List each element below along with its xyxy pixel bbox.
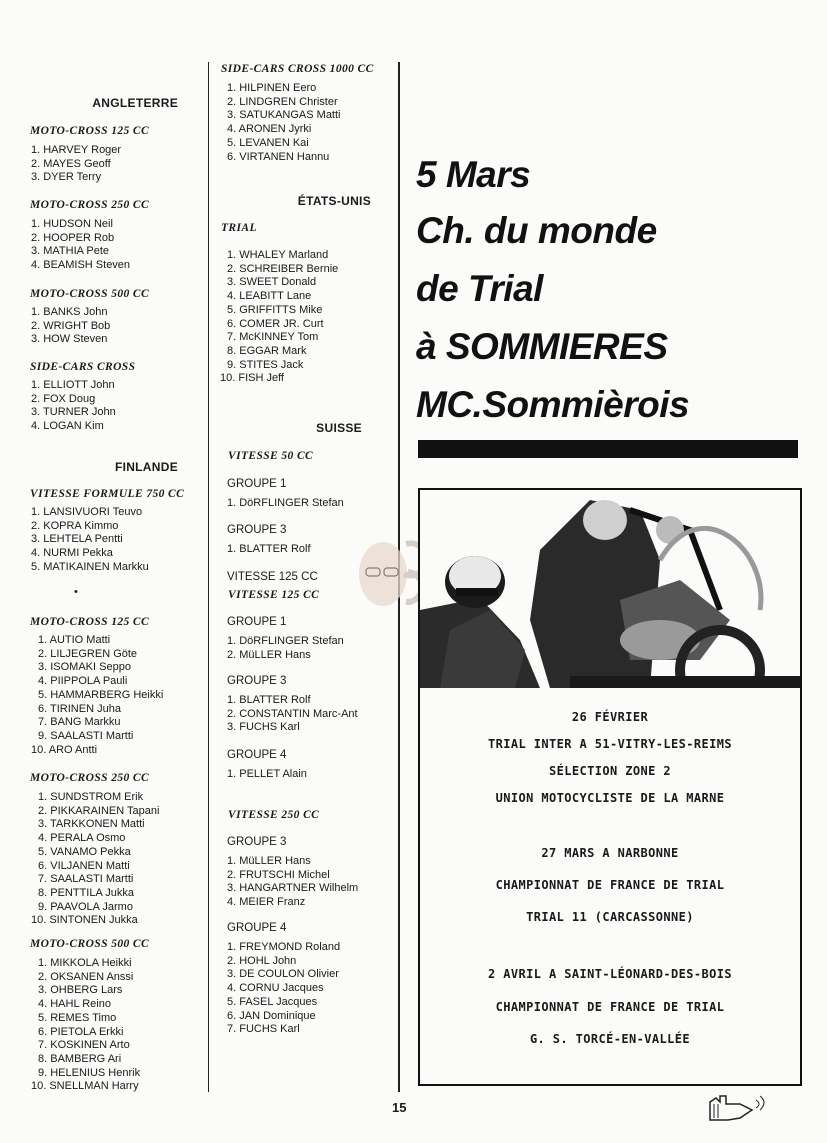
list-item: 2. FRUTSCHI Michel [227, 868, 330, 881]
group-title: GROUPE 3 [227, 524, 287, 536]
divider-bar [418, 440, 798, 458]
results-list [227, 855, 358, 910]
list-item: 3. MATHIA Pete [31, 245, 110, 258]
list-item: 3. OHBERG Lars [38, 984, 123, 997]
cat-title: VITESSE FORMULE 750 CC [30, 488, 185, 500]
group-title: GROUPE 4 [227, 749, 287, 761]
list-item: 2. WRIGHT Bob [31, 319, 111, 332]
list-item: 4. LEABITT Lane [227, 290, 312, 303]
event-name: CHAMPIONNAT DE FRANCE DE TRIAL [495, 878, 725, 892]
list-item: 3. TURNER John [31, 406, 116, 419]
list-item: 1. ELLIOTT John [31, 379, 115, 391]
list-item: 2. OKSANEN Anssi [38, 970, 134, 983]
list-item: 10. ARO Antti [31, 743, 98, 756]
list-item: 3. SWEET Donald [227, 276, 317, 289]
list-item: 7. McKINNEY Tom [227, 331, 319, 344]
list-item: 2. HOHL John [227, 954, 297, 967]
event-date: 2 AVRIL A SAINT-LÉONARD-DES-BOIS [488, 967, 732, 981]
list-item: 3. HOW Steven [31, 333, 108, 346]
list-item: 4. CORNU Jacques [227, 982, 324, 995]
results-list [227, 543, 311, 557]
results-list [227, 82, 341, 164]
list-item: 7. FUCHS Karl [227, 1023, 300, 1036]
list-item: 6. PIETOLA Erkki [38, 1025, 124, 1038]
results-list [31, 306, 110, 347]
list-item: 9. PAAVOLA Jarmo [38, 900, 133, 913]
cat-title: VITESSE 125 CC [228, 589, 320, 601]
list-item: 6. TIRINEN Juha [38, 702, 121, 715]
list-item: 3. FUCHS Karl [227, 721, 300, 734]
group-title: GROUPE 1 [227, 616, 287, 628]
list-item: 10. SINTONEN Jukka [31, 914, 138, 927]
list-item: 9. HELENIUS Henrik [38, 1066, 141, 1079]
headline-line: de Trial [416, 268, 543, 309]
list-item: 2. KOPRA Kimmo [31, 519, 119, 532]
results-list [31, 791, 159, 928]
list-item: 5. VANAMO Pekka [38, 845, 131, 858]
column-divider [208, 62, 209, 1092]
list-item: 1. FREYMOND Roland [227, 941, 341, 953]
cat-title: SIDE-CARS CROSS 1000 CC [221, 63, 374, 75]
list-item: 2. CONSTANTIN Marc-Ant [227, 707, 358, 720]
list-item: 1. HUDSON Neil [31, 218, 113, 230]
cat-title: MOTO-CROSS 125 CC [30, 125, 150, 137]
results-list [220, 249, 338, 386]
list-item: 4. BEAMISH Steven [31, 259, 131, 272]
list-item: 1. BANKS John [31, 306, 108, 318]
list-item: 6. VILJANEN Matti [38, 859, 130, 872]
headline-line: MC.Sommièrois [416, 384, 690, 425]
results-list [227, 768, 307, 782]
cat-title: MOTO-CROSS 250 CC [30, 199, 150, 211]
list-item: 5. REMES Timo [38, 1011, 117, 1024]
list-item: 7. KOSKINEN Arto [38, 1039, 130, 1052]
event-date: 27 MARS A NARBONNE [541, 846, 679, 860]
list-item: 1. LANSIVUORI Teuvo [31, 506, 143, 518]
list-item: 1. MIKKOLA Heikki [38, 957, 132, 969]
results-list [31, 634, 163, 757]
event-organizer: UNION MOTOCYCLISTE DE LA MARNE [495, 791, 725, 805]
event-name: TRIAL INTER A 51-VITRY-LES-REIMS [488, 737, 732, 751]
group-title: GROUPE 4 [227, 922, 287, 934]
results-list [227, 941, 340, 1037]
list-item: 1. HILPINEN Eero [227, 82, 317, 94]
list-item: 4. NURMI Pekka [31, 547, 113, 560]
list-item: 1. SUNDSTROM Erik [38, 791, 144, 803]
cat-title: MOTO-CROSS 500 CC [30, 288, 150, 300]
cat-title: VITESSE 250 CC [228, 809, 320, 821]
list-item: 9. SAALASTI Martti [38, 729, 134, 742]
list-item: 3. SATUKANGAS Matti [227, 109, 341, 122]
list-item: 4. ARONEN Jyrki [227, 123, 312, 136]
hand-pointer-icon [700, 1090, 770, 1130]
list-item: 7. SAALASTI Martti [38, 873, 134, 886]
group-title: GROUPE 3 [227, 675, 287, 687]
results-list [227, 497, 344, 511]
event-organizer: G. S. TORCÉ-EN-VALLÉE [529, 1032, 691, 1046]
event-date: 26 FÉVRIER [571, 710, 649, 724]
list-item: 4. PERALA Osmo [38, 832, 126, 845]
list-item: 3. HANGARTNER Wilhelm [227, 882, 359, 895]
cat-title: TRIAL [221, 222, 257, 234]
list-item: 6. JAN Dominique [227, 1009, 316, 1022]
headline-line: à SOMMIERES [416, 326, 668, 367]
list-item: 5. FASEL Jacques [227, 995, 318, 1008]
results-list [227, 635, 344, 662]
list-item: 1. MüLLER Hans [227, 855, 311, 867]
list-item: 3. LEHTELA Pentti [31, 533, 123, 546]
list-item: 4. MEIER Franz [227, 896, 306, 909]
list-item: 8. BAMBERG Ari [38, 1052, 122, 1065]
list-item: 3. TARKKONEN Matti [38, 818, 145, 831]
list-item: 5. LEVANEN Kai [227, 136, 309, 149]
list-item: 4. LOGAN Kim [31, 420, 104, 433]
cat-title: MOTO-CROSS 125 CC [30, 616, 150, 628]
list-item: 7. BANG Markku [38, 716, 121, 729]
headline-line: 5 Mars [416, 154, 531, 195]
list-item: 3. DYER Terry [31, 171, 102, 184]
cat-title: MOTO-CROSS 250 CC [30, 772, 150, 784]
list-item: 8. EGGAR Mark [227, 344, 307, 357]
list-item: 10. SNELLMAN Harry [31, 1080, 139, 1093]
list-item: 5. MATIKAINEN Markku [31, 560, 149, 573]
cat-title: MOTO-CROSS 500 CC [30, 938, 150, 950]
list-item: 1. DöRFLINGER Stefan [227, 497, 344, 509]
event-selection: SÉLECTION ZONE 2 [549, 764, 671, 778]
results-list [227, 694, 358, 735]
list-item: 1. AUTIO Matti [38, 634, 111, 646]
results-list [31, 379, 116, 434]
list-item: 2. LILJEGREN Göte [38, 647, 138, 660]
list-item: 1. DöRFLINGER Stefan [227, 635, 344, 647]
headline-line: Ch. du monde [416, 210, 657, 251]
list-item: 8. PENTTILA Jukka [38, 886, 134, 899]
country-angleterre: ANGLETERRE [92, 96, 178, 110]
country-suisse: SUISSE [316, 421, 362, 435]
list-item: 3. DE COULON Olivier [227, 968, 339, 981]
list-item: 9. STITES Jack [227, 358, 304, 371]
list-item: 1. BLATTER Rolf [227, 543, 311, 555]
group-title: GROUPE 1 [227, 478, 287, 490]
list-item: 5. GRIFFITTS Mike [227, 303, 323, 316]
list-item: 1. WHALEY Marland [227, 249, 329, 261]
list-item: 10. FISH Jeff [220, 372, 284, 385]
list-item: 2. HOOPER Rob [31, 231, 115, 244]
list-item: 4. PIIPPOLA Pauli [38, 675, 128, 688]
trial-photo [420, 490, 800, 688]
results-list [31, 218, 130, 273]
event-poster [418, 488, 802, 1086]
list-item: 6. VIRTANEN Hannu [227, 150, 330, 163]
list-item: 1. HARVEY Roger [31, 144, 122, 156]
list-item: 1. PELLET Alain [227, 768, 307, 780]
cat-title: VITESSE 50 CC [228, 450, 314, 462]
list-item: 3. ISOMAKI Seppo [38, 661, 131, 674]
list-item: 2. MüLLER Hans [227, 648, 311, 661]
results-list [31, 506, 149, 575]
event-organizer: TRIAL 11 (CARCASSONNE) [526, 910, 694, 924]
cat-title-plain: VITESSE 125 CC [227, 571, 318, 583]
list-item: 2. MAYES Geoff [31, 157, 111, 170]
page-number: 15 [392, 1100, 407, 1115]
list-item: 5. HAMMARBERG Heikki [38, 688, 164, 701]
list-item: 2. LINDGREN Christer [227, 95, 338, 108]
results-list [31, 144, 121, 185]
country-finlande: FINLANDE [114, 460, 178, 474]
results-list [31, 957, 140, 1094]
country-usa: ÉTATS-UNIS [297, 194, 371, 208]
group-title: GROUPE 3 [227, 836, 287, 848]
list-item: 2. SCHREIBER Bernie [227, 262, 339, 275]
list-item: 1. BLATTER Rolf [227, 694, 311, 706]
cat-title: SIDE-CARS CROSS [30, 361, 136, 373]
list-item: 6. COMER JR. Curt [227, 317, 324, 330]
list-item: 4. HAHL Reino [38, 998, 111, 1011]
bullet: • [74, 586, 78, 598]
event-name: CHAMPIONNAT DE FRANCE DE TRIAL [495, 1000, 725, 1014]
list-item: 2. PIKKARAINEN Tapani [38, 804, 160, 817]
list-item: 2. FOX Doug [31, 392, 96, 405]
